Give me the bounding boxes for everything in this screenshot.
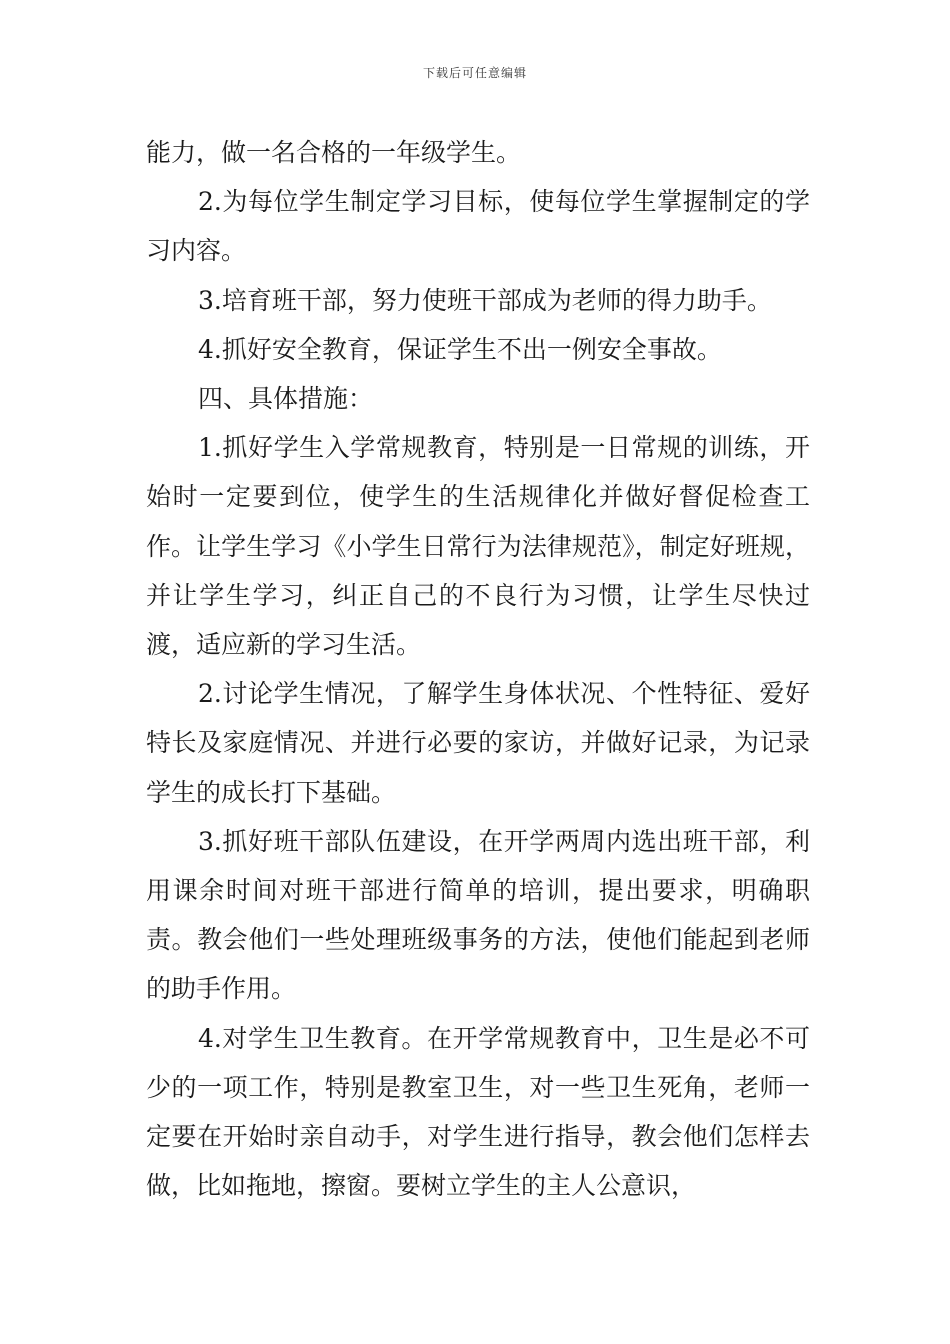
- paragraph-measure-3: 3.抓好班干部队伍建设，在开学两周内选出班干部，利用课余时间对班干部进行简单的培训，提出要求，明确职责。教会他们一些处理班级事务的方法，使他们能起到老师的助手作用。: [146, 826, 810, 1004]
- paragraph-measure-4: 4.对学生卫生教育。在开学常规教育中，卫生是必不可少的一项工作，特别是教室卫生，对一些卫生死角，老师一定要在开始时亲自动手，对学生进行指导，教会他们怎样去做，比如拖地，擦窗。要树立学生的主人公意识，: [146, 1023, 810, 1201]
- section-heading-measures: 四、具体措施：: [198, 384, 374, 414]
- document-body: [146, 128, 810, 1210]
- paragraph-continuation: 能力，做一名合格的一年级学生。: [146, 138, 522, 167]
- paragraph-measure-1: 1.抓好学生入学常规教育，特别是一日常规的训练，开始时一定要到位，使学生的生活规律化并做好督促检查工作。让学生学习《小学生日常行为法律规范》，制定好班规，并让学生学习，纠正自己的不良行为习惯，让学生尽快过渡，适应新的学习生活。: [146, 433, 810, 660]
- paragraph-measure-2: 2.讨论学生情况，了解学生身体状况、个性特征、爱好特长及家庭情况、并进行必要的家访，并做好记录，为记录学生的成长打下基础。: [146, 679, 810, 807]
- paragraph-goal-2: 2.为每位学生制定学习目标，使每位学生掌握制定的学习内容。: [146, 187, 810, 266]
- paragraph-goal-4: 4.抓好安全教育，保证学生不出一例安全事故。: [198, 334, 722, 364]
- paragraph-goal-3: 3.培育班干部，努力使班干部成为老师的得力助手。: [198, 285, 772, 315]
- page-header-note: 下载后可任意编辑: [422, 66, 527, 80]
